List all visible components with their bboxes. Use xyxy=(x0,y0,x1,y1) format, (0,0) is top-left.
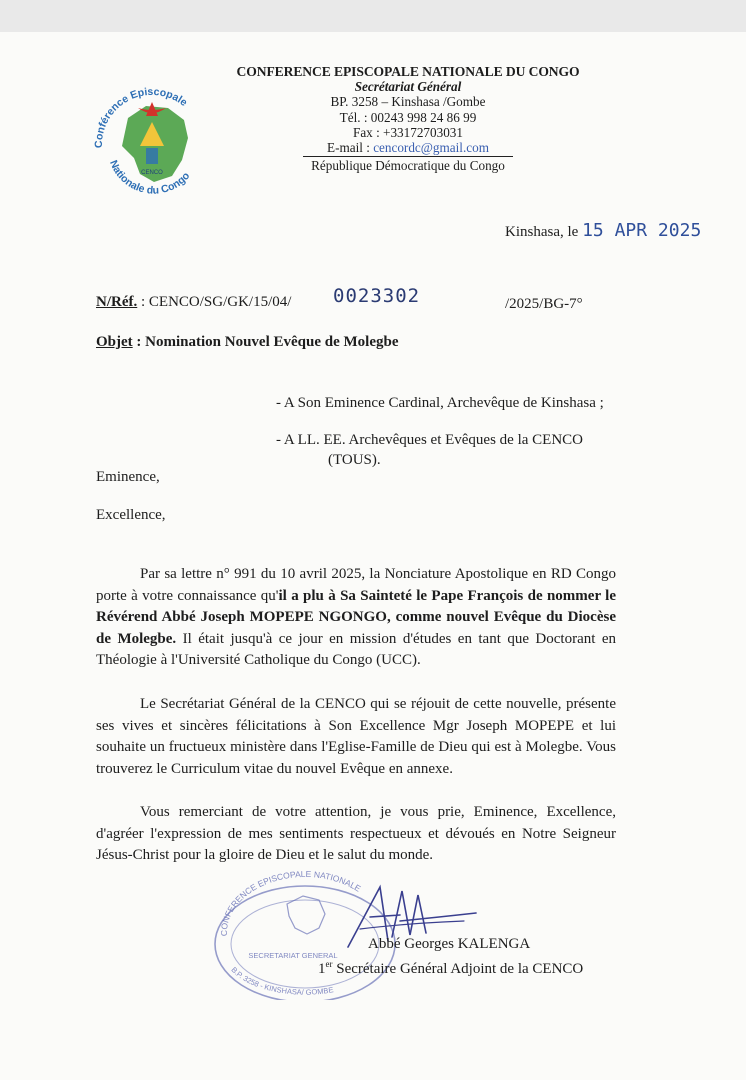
secretariat-label: Secrétariat Général xyxy=(354,79,462,95)
paragraph-closing: Vous remerciant de votre attention, je vous prie, Eminence, Excellence, d'agréer l'expression de mes sentiments respectueux et dévoués en Notre Seigneur Jésus-Christ pour la gloire de Dieu et le salut du monde. xyxy=(96,804,616,863)
reference-number: 0023302 xyxy=(333,285,421,307)
letterhead xyxy=(228,64,588,173)
postal-box: BP. 3258 – Kinshasa /Gombe xyxy=(330,94,486,110)
country: République Démocratique du Congo xyxy=(303,156,513,173)
salutation-eminence: Eminence, xyxy=(96,469,160,485)
salutation-excellence: Excellence, xyxy=(96,507,166,523)
stamp-ring-top: CONFERENCE EPISCOPALE NATIONALE xyxy=(218,870,363,937)
recipient-2: - A LL. EE. Archevêques et Evêques de la CENCO xyxy=(276,432,584,448)
subject-line xyxy=(96,332,399,354)
stamp-inner: SECRETARIAT GENERAL xyxy=(248,951,338,960)
recipient-2-scope: (TOUS). xyxy=(328,452,381,468)
date-line xyxy=(505,220,701,244)
paragraph-1-part-1: Par sa lettre n° 991 du 10 avril 2025, la Nonciature Apostolique en RD Congo porte à votre connaissance qu' xyxy=(96,566,616,604)
stamp-ring-bottom: B.P. 3258 - KINSHASA/ GOMBE xyxy=(229,965,335,997)
logo-text-bottom: Nationale du Congo xyxy=(107,158,193,197)
org-name: CONFERENCE EPISCOPALE NATIONALE DU CONGO xyxy=(236,64,580,79)
cenco-logo xyxy=(88,76,216,204)
logo-center-text: CENCO xyxy=(141,170,163,176)
phone: Tél. : 00243 998 24 86 99 xyxy=(339,109,477,125)
signatory-name: Abbé Georges KALENGA xyxy=(368,936,531,952)
subject-text: : Nomination Nouvel Evêque de Molegbe xyxy=(136,334,399,350)
reference-line xyxy=(96,292,291,314)
recipient-1: - A Son Eminence Cardinal, Archevêque de Kinshasa ; xyxy=(276,395,604,411)
subject-label: Objet xyxy=(96,334,133,350)
email-label: E-mail : xyxy=(327,140,374,156)
reference-suffix: /2025/BG-7° xyxy=(505,296,583,312)
reference-label: N/Réf. xyxy=(96,294,138,310)
paragraph-1-part-2: Il était jusqu'à ce jour en mission d'études en tant que Doctorant en Théologie à l'Université Catholique du Congo (UCC). xyxy=(96,630,616,668)
letter-page xyxy=(0,32,746,1080)
email-link[interactable]: cencordc@gmail.com xyxy=(373,140,489,156)
signatory-title: 1er Secrétaire Général Adjoint de la CENCO xyxy=(318,959,584,977)
paragraph-1-bold: il a plu à Sa Sainteté le Pape François de nommer le Révérend Abbé Joseph MOPEPE NGONGO, comme nouvel Evêque du Diocèse de Molegbe. xyxy=(96,587,616,647)
date-stamp: 15 APR 2025 xyxy=(582,220,702,241)
logo-text-top: Conférence Episcopale xyxy=(92,85,190,149)
date-prefix: Kinshasa, le xyxy=(505,224,579,240)
paragraph-nomination xyxy=(96,564,616,672)
email-line xyxy=(228,140,588,155)
fax: Fax : +33172703031 xyxy=(352,124,463,140)
paragraph-congratulations: Le Secrétariat Général de la CENCO qui se réjouit de cette nouvelle, présente ses vives et sincères félicitations à Son Excellence Mgr Joseph MOPEPE et lui souhaite un fructueux ministère dans l'Eglise-Famille de Dieu qui est à Molegbe. Vous trouverez le Curriculum vitae du nouvel Evêque en annexe. xyxy=(96,696,616,777)
reference-code: : CENCO/SG/GK/15/04/ xyxy=(141,294,292,310)
